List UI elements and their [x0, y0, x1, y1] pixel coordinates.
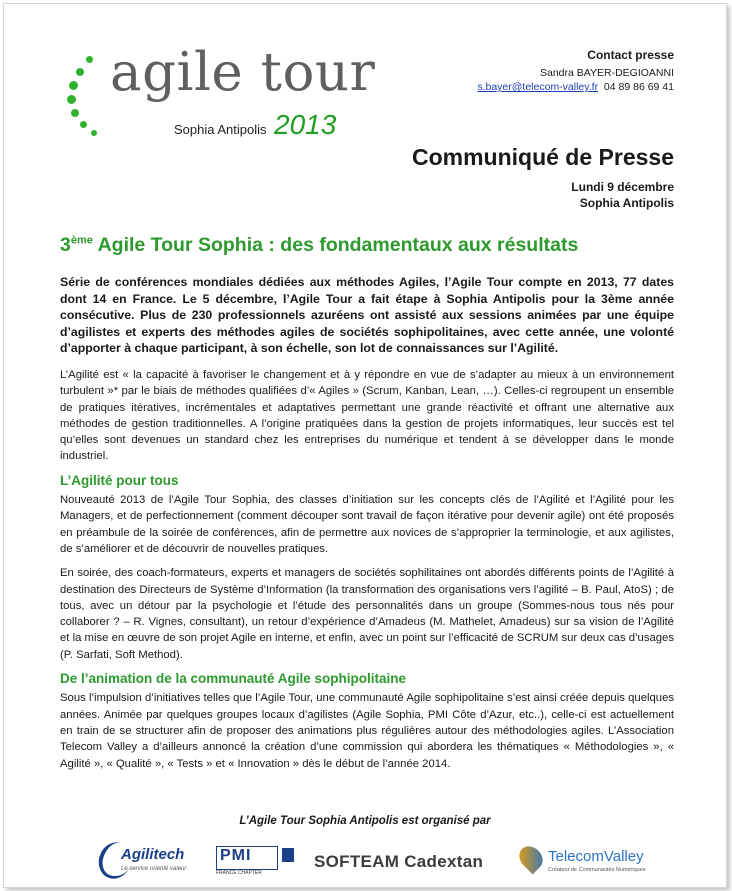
logo-location: Sophia Antipolis: [174, 122, 267, 137]
pmi-flag-icon: [282, 848, 294, 862]
section-heading: De l’animation de la communauté Agile sophipolitaine: [60, 671, 407, 687]
intro-paragraph: L’Agilité est « la capacité à favoriser le changement et à y répondre en vue de s’adapter au mieux à un environnement turbulent »* par le biais de méthodes qualifiées d’« Agiles » (Scrum, Kanban, Lean, …). Celles-ci regroupent un ensemble de pratiques itératives, incrémentales et adaptatives permettant une grande réactivité et offrant une alternative aux méthodes de gestion traditionnelles. A l’origine pratiquées dans la gestion de projets informatiques, leur succès est tel qu’elles sont devenues un standard chez les entreprises du numérique et tendent à se développer dans le monde industriel.: [60, 368, 674, 463]
contact-name: Sandra BAYER-DEGIOANNI: [539, 67, 674, 79]
section-paragraph: Nouveauté 2013 de l’Agile Tour Sophia, des classes d’initiation sur les concepts clés de l’Agilité et l’Agilité pour les Managers, et de perfectionnement (comment découper sont travail de façon itérative pour devenir agile) ont été proposés en préambule de la soirée de conférences, afin de permettre aux novices de s’approprier la terminologie, et aux agilistes, de s’améliorer et de découvrir de nouvelles pratiques.: [60, 494, 674, 555]
headline: [60, 234, 578, 257]
section-heading: L’Agilité pour tous: [60, 472, 179, 488]
headline-text: Agile Tour Sophia : des fondamentaux aux résultats: [97, 234, 579, 256]
organizers-caption: L’Agile Tour Sophia Antipolis est organisé par: [239, 815, 491, 827]
pmi-name: PMI: [220, 847, 252, 864]
headline-ordinal: 3: [60, 234, 71, 256]
contact-phone: 04 89 86 69 41: [603, 81, 674, 93]
telecomvalley-logo: [514, 838, 644, 884]
agile-tour-logo: [58, 42, 376, 148]
contact-line: [477, 80, 674, 94]
logo-dot-icon: [69, 81, 78, 90]
telecomvalley-logo-icon: [515, 842, 548, 875]
softeam-logo: SOFTEAM Cadextan: [314, 852, 484, 871]
logo-year: 2013: [274, 109, 337, 140]
logo-dot-icon: [80, 121, 87, 128]
page-title: Communiqué de Presse: [411, 144, 674, 170]
telecomvalley-name: TelecomValley: [548, 848, 644, 865]
article-body: [60, 274, 674, 780]
lead-paragraph: Série de conférences mondiales dédiées aux méthodes Agiles, l’Agile Tour compte en 2013, 77 dates dont 14 en France. Le 5 décembre, l’Agile Tour a fait étape à Sophia Antipolis pour la 3ème année consécutive. Plus de 230 professionnels azuréens ont assisté aux sessions animées par une équipe d’agilistes et experts des méthodes agiles de sociétés sophipolitaines, avec cette année, une volonté d’apporter à chaque participant, à son échelle, son lot de connaissances sur l’Agilité.: [60, 275, 674, 356]
agilitech-logo: [99, 838, 194, 884]
press-contact: [477, 48, 674, 94]
agilitech-name: Agilitech: [121, 846, 185, 863]
pmi-subtitle: FRANCE CHAPTER: [216, 870, 262, 876]
section-paragraph: En soirée, des coach-formateurs, experts et managers de sociétés sophilitaines ont abordés différents points de l’Agilité à destination des Directeurs de Système d’Information (la transformation des organisations vers l’agilité – B. Paul, AtoS) ; de tous, avec un détour par la psychologie et l’étude des personnalités dans un groupe (Sommes-nous tous nés pour collaborer ? – R. Vignes, consultant), un retour d’expérience d’Amadeus (M. Mathelet, Amadeus) sur sa vision de l’Agilité et la mise en œuvre de son projet Agile en interne, et enfin, avec un point sur l’efficacité de SCRUM sur deux cas d’usages (P. Sarfati, Soft Method).: [60, 567, 674, 661]
dateline: [571, 179, 674, 211]
logo-dot-icon: [67, 95, 76, 104]
logo-dot-icon: [91, 130, 97, 136]
logo-dot-icon: [71, 109, 79, 117]
press-release-page: [3, 3, 727, 888]
sponsor-logos: [64, 838, 666, 886]
logo-wordmark: agile tour: [110, 42, 376, 103]
pmi-logo: [214, 838, 304, 884]
headline-ordinal-suffix: ème: [70, 234, 93, 247]
logo-dot-icon: [76, 68, 84, 76]
agilitech-tagline: Le service orienté valeur: [121, 866, 187, 872]
release-date: Lundi 9 décembre: [571, 180, 674, 194]
logo-dot-icon: [86, 56, 93, 63]
contact-email-link[interactable]: s.bayer@telecom-valley.fr: [477, 81, 599, 93]
release-place: Sophia Antipolis: [579, 196, 674, 210]
contact-heading: Contact presse: [587, 48, 674, 62]
telecomvalley-tagline: Créateur de Communautés Numériques: [548, 867, 646, 873]
section-paragraph: Sous l’impulsion d’initiatives telles que l’Agile Tour, une communauté Agile sophipolitaine s’est ainsi créée depuis quelques années. Animée par quelques groupes locaux d’agilistes (Agile Sophia, PMI Côte d’Azur, etc..), celle-ci est actuellement en train de se structurer afin de proposer des animations plus régulières autour des méthodologies agiles. L’Association Telecom Valley a d’ailleurs annoncé la création d’une commission qui abordera les thématiques « Méthodologies », « Agilité », « Qualité », « Tests » et « Innovation » dès le début de l’année 2014.: [60, 692, 674, 770]
